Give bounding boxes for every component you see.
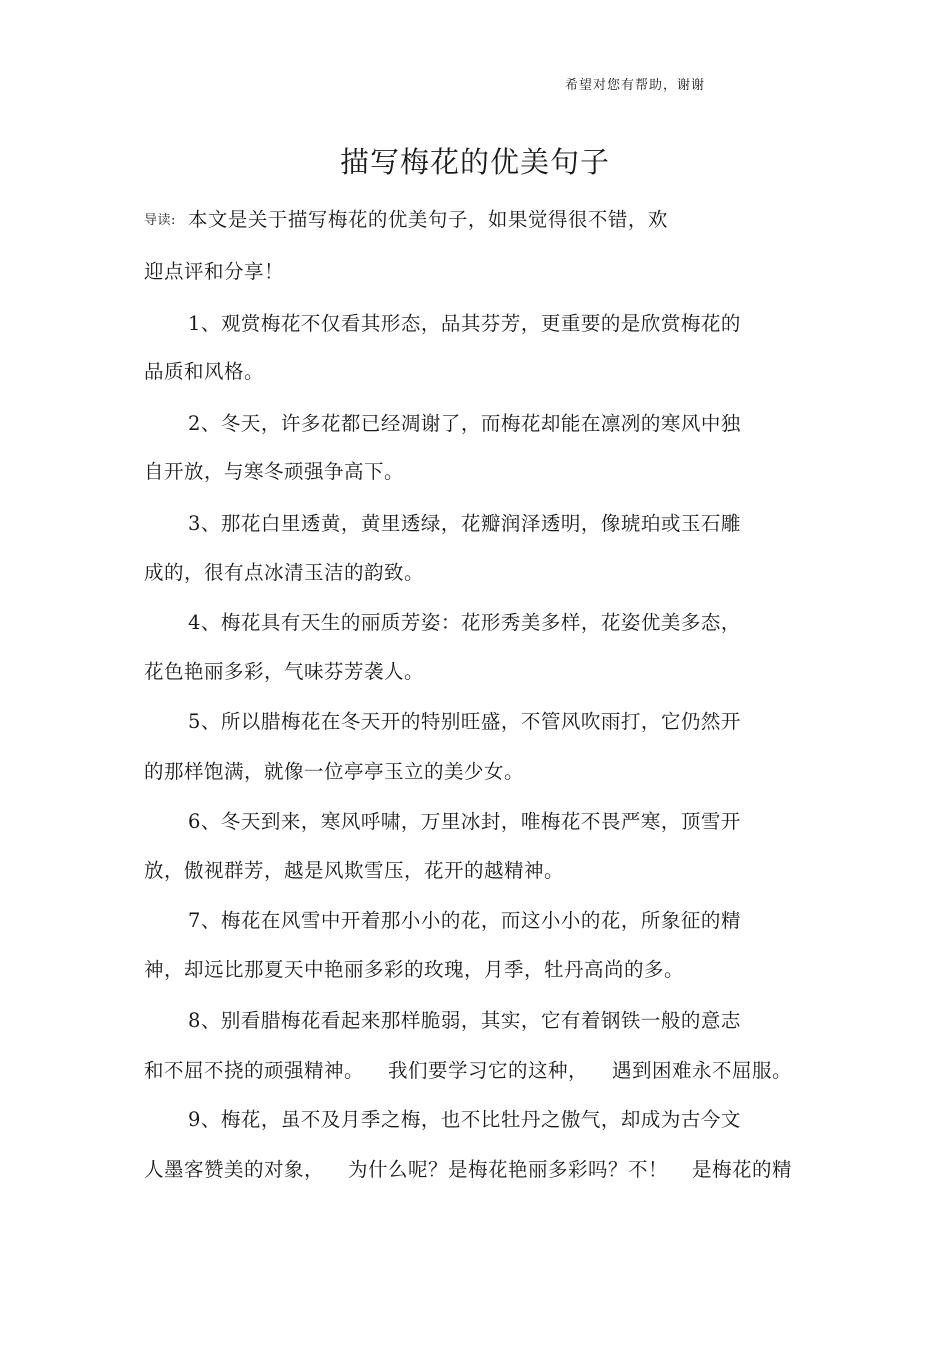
item-8-line-1: 8、别看腊梅花看起来那样脆弱，其实，它有着钢铁一般的意志 (188, 1009, 741, 1032)
header-note: 希望对您有帮助，谢谢 (565, 78, 706, 93)
item-9-line-2 (144, 1154, 792, 1182)
item-2-line-2: 自开放，与寒冬顽强争高下。 (144, 460, 405, 483)
item-1-line-1: 1、观赏梅花不仅看其形态，品其芬芳，更重要的是欣赏梅花的 (188, 312, 741, 335)
item-9-line-2-part-3: 是梅花的精 (692, 1158, 793, 1181)
item-3-line-2: 成的，很有点冰清玉洁的韵致。 (144, 561, 425, 584)
item-6-line-2: 放，傲视群芳，越是风欺雪压，花开的越精神。 (144, 859, 565, 882)
item-7-line-2: 神，却远比那夏天中艳丽多彩的玫瑰，月季，牡丹高尚的多。 (144, 958, 685, 981)
item-4-line-2: 花色艳丽多彩，气味芬芳袭人。 (144, 660, 425, 683)
intro-line-1 (144, 204, 668, 232)
item-9-line-2-part-1: 人墨客赞美的对象， (144, 1158, 325, 1181)
item-3-line-1: 3、那花白里透黄，黄里透绿，花瓣润泽透明，像琥珀或玉石雕 (188, 512, 741, 535)
item-7-line-1: 7、梅花在风雪中开着那小小的花，而这小小的花，所象征的精 (188, 909, 741, 932)
intro-text-1: 本文是关于描写梅花的优美句子，如果觉得很不错，欢 (187, 208, 668, 231)
item-8-line-2-part-1: 和不屈不挠的顽强精神。 (144, 1059, 365, 1082)
item-2-line-1: 2、冬天，许多花都已经凋谢了，而梅花却能在凛冽的寒风中独 (188, 412, 741, 435)
item-8-line-2 (144, 1055, 792, 1083)
item-5-line-2: 的那样饱满，就像一位亭亭玉立的美少女。 (144, 760, 525, 783)
item-6-line-1: 6、冬天到来，寒风呼啸，万里冰封，唯梅花不畏严寒，顶雪开 (188, 810, 741, 833)
item-4-line-1: 4、梅花具有天生的丽质芳姿：花形秀美多样，花姿优美多态， (188, 611, 741, 634)
item-9-line-1: 9、梅花，虽不及月季之梅，也不比牡丹之傲气，却成为古今文 (188, 1108, 741, 1131)
item-8-line-2-part-3: 遇到困难永不屈服。 (612, 1059, 793, 1082)
intro-line-2: 迎点评和分享！ (144, 260, 285, 283)
item-9-line-2-part-2: 为什么呢？是梅花艳丽多彩吗？不！ (348, 1158, 669, 1181)
page-title: 描写梅花的优美句子 (339, 145, 610, 179)
item-1-line-2: 品质和风格。 (144, 360, 265, 383)
intro-label: 导读: (144, 213, 176, 228)
item-8-line-2-part-2: 我们要学习它的这种， (388, 1059, 589, 1082)
item-5-line-1: 5、所以腊梅花在冬天开的特别旺盛，不管风吹雨打，它仍然开 (188, 710, 741, 733)
